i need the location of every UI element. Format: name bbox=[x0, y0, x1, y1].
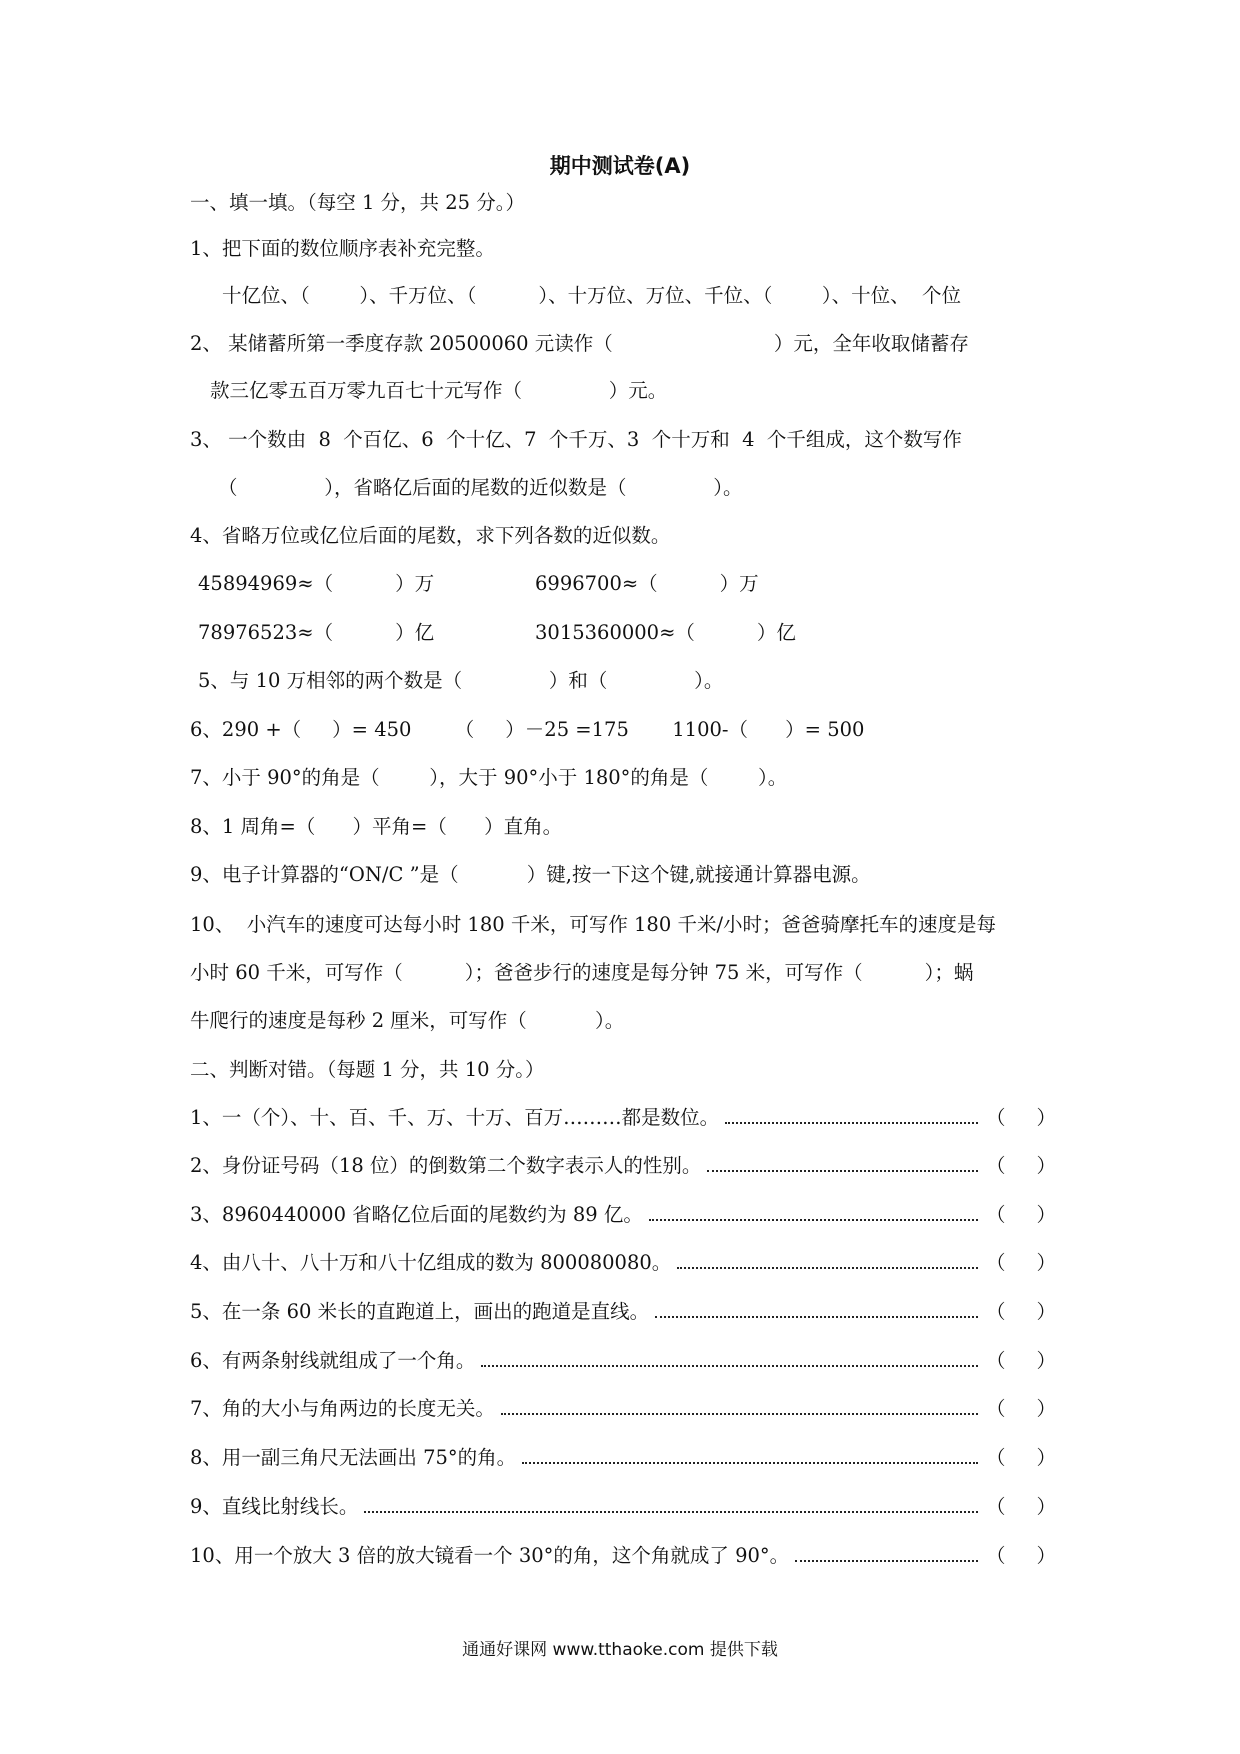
question-10-line-1: 10、 小汽车的速度可达每小时 180 千米，可写作 180 千米/小时；爸爸骑摩托车的速度是每 bbox=[190, 913, 997, 936]
judge-statement: 9、直线比射线长。 bbox=[190, 1495, 359, 1518]
answer-blank: （ ） bbox=[986, 1397, 1056, 1420]
judge-item bbox=[190, 1348, 1056, 1374]
leader-dots bbox=[501, 1413, 978, 1415]
question-5: 5、与 10 万相邻的两个数是（ ）和（ ）。 bbox=[198, 669, 724, 692]
leader-dots bbox=[795, 1560, 978, 1562]
judge-item bbox=[190, 1299, 1056, 1325]
judge-statement: 10、用一个放大 3 倍的放大镜看一个 30°的角，这个角就成了 90°。 bbox=[190, 1544, 790, 1567]
judge-item bbox=[190, 1396, 1056, 1422]
question-1-blanks: 十亿位、（ ）、千万位、（ ）、十万位、万位、千位、（ ）、十位、 个位 bbox=[222, 284, 962, 307]
question-4-item-4: 3015360000≈（ ）亿 bbox=[535, 621, 796, 644]
question-4-item-3: 78976523≈（ ）亿 bbox=[198, 621, 435, 644]
leader-dots bbox=[522, 1462, 978, 1464]
judge-statement: 5、在一条 60 米长的直跑道上，画出的跑道是直线。 bbox=[190, 1300, 650, 1323]
judge-statement: 8、用一副三角尺无法画出 75°的角。 bbox=[190, 1446, 517, 1469]
judge-item bbox=[190, 1105, 1056, 1131]
judge-statement: 1、一（个）、十、百、千、万、十万、百万………都是数位。 bbox=[190, 1106, 720, 1129]
judge-item bbox=[190, 1153, 1056, 1179]
leader-dots bbox=[649, 1219, 978, 1221]
judge-item bbox=[190, 1543, 1056, 1569]
answer-blank: （ ） bbox=[986, 1349, 1056, 1372]
judge-item bbox=[190, 1445, 1056, 1471]
section2-heading: 二、判断对错。（每题 1 分，共 10 分。） bbox=[190, 1058, 545, 1081]
question-10-line-3: 牛爬行的速度是每秒 2 厘米，可写作（ ）。 bbox=[190, 1009, 625, 1032]
judge-statement: 7、角的大小与角两边的长度无关。 bbox=[190, 1397, 495, 1420]
question-8: 8、1 周角=（ ）平角=（ ）直角。 bbox=[190, 815, 563, 838]
question-2-line-2: 款三亿零五百万零九百七十元写作（ ）元。 bbox=[210, 379, 668, 402]
question-6: 6、290 +（ ）= 450 （ ）－25 =175 1100-（ ）= 500 bbox=[190, 718, 865, 741]
answer-blank: （ ） bbox=[986, 1106, 1056, 1129]
judge-item bbox=[190, 1202, 1056, 1228]
answer-blank: （ ） bbox=[986, 1203, 1056, 1226]
question-10-line-2: 小时 60 千米，可写作（ ）；爸爸步行的速度是每分钟 75 米，可写作（ ）；蜗 bbox=[190, 961, 974, 984]
leader-dots bbox=[364, 1511, 978, 1513]
question-3-line-1: 3、 一个数由 8 个百亿、6 个十亿、7 个千万、3 个十万和 4 个千组成，这个数写作 bbox=[190, 428, 962, 451]
leader-dots bbox=[677, 1267, 978, 1269]
answer-blank: （ ） bbox=[986, 1154, 1056, 1177]
question-7: 7、小于 90°的角是（ ），大于 90°小于 180°的角是（ ）。 bbox=[190, 766, 788, 789]
answer-blank: （ ） bbox=[986, 1300, 1056, 1323]
judge-statement: 6、有两条射线就组成了一个角。 bbox=[190, 1349, 476, 1372]
footer-credit: 通通好课网 www.tthaoke.com 提供下载 bbox=[462, 1640, 778, 1660]
judge-item bbox=[190, 1250, 1056, 1276]
judge-statement: 2、身份证号码（18 位）的倒数第二个数字表示人的性别。 bbox=[190, 1154, 702, 1177]
question-4: 4、省略万位或亿位后面的尾数，求下列各数的近似数。 bbox=[190, 524, 671, 547]
leader-dots bbox=[655, 1316, 978, 1318]
judge-statement: 4、由八十、八十万和八十亿组成的数为 800080080。 bbox=[190, 1251, 672, 1274]
section1-heading: 一、填一填。（每空 1 分，共 25 分。） bbox=[190, 191, 526, 214]
leader-dots bbox=[481, 1365, 978, 1367]
answer-blank: （ ） bbox=[986, 1446, 1056, 1469]
answer-blank: （ ） bbox=[986, 1544, 1056, 1567]
question-1: 1、把下面的数位顺序表补充完整。 bbox=[190, 237, 495, 260]
judge-item bbox=[190, 1494, 1056, 1520]
question-9: 9、电子计算器的“ON/C ”是（ ）键,按一下这个键,就接通计算器电源。 bbox=[190, 863, 871, 886]
answer-blank: （ ） bbox=[986, 1495, 1056, 1518]
leader-dots bbox=[725, 1122, 978, 1124]
answer-blank: （ ） bbox=[986, 1251, 1056, 1274]
question-4-item-2: 6996700≈（ ）万 bbox=[535, 572, 759, 595]
leader-dots bbox=[707, 1170, 978, 1172]
question-4-item-1: 45894969≈（ ）万 bbox=[198, 572, 435, 595]
question-3-line-2: （ ），省略亿后面的尾数的近似数是（ ）。 bbox=[218, 476, 743, 499]
judge-statement: 3、8960440000 省略亿位后面的尾数约为 89 亿。 bbox=[190, 1203, 643, 1226]
question-2-line-1: 2、 某储蓄所第一季度存款 20500060 元读作（ ）元，全年收取储蓄存 bbox=[190, 332, 969, 355]
page-title: 期中测试卷(A) bbox=[549, 154, 691, 178]
